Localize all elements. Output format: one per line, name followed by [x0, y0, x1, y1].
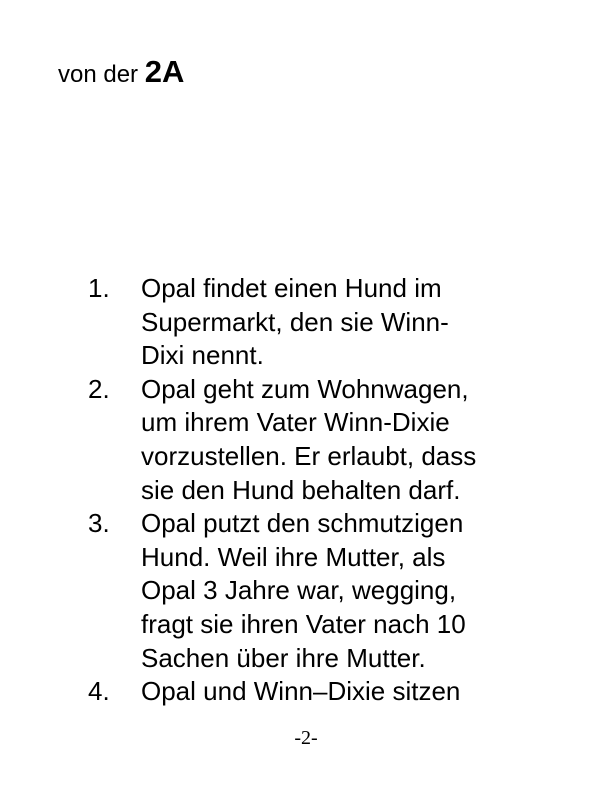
list-item-line: Opal und Winn–Dixie sitzen	[141, 676, 461, 707]
list-item-number: 4.	[88, 676, 110, 707]
list-item-line: Opal findet einen Hund im	[141, 273, 442, 303]
list-item-line: Opal 3 Jahre war, wegging,	[141, 575, 457, 606]
list-item-line: um ihrem Vater Winn-Dixie	[141, 407, 450, 438]
summary-list	[88, 272, 568, 709]
list-item	[88, 272, 568, 373]
list-item-line: Supermarkt, den sie Winn-	[141, 306, 449, 337]
list-item-line: vorzustellen. Er erlaubt, dass	[141, 440, 477, 471]
header-prefix: von der	[58, 61, 139, 88]
list-item-line: Opal putzt den schmutzigen	[141, 508, 464, 539]
list-item-number: 2.	[88, 373, 110, 404]
page-header	[58, 54, 185, 90]
list-item-line: Dixi nennt.	[141, 340, 264, 371]
list-item-line: fragt sie ihren Vater nach 10	[141, 608, 466, 639]
list-item	[88, 373, 568, 507]
list-item	[88, 675, 568, 709]
list-item-number: 1.	[88, 273, 110, 303]
class-name: 2A	[144, 54, 185, 89]
list-item-line: Hund. Weil ihre Mutter, als	[141, 541, 446, 572]
list-item-line: Opal geht zum Wohnwagen,	[141, 373, 469, 404]
page-number: -2-	[294, 727, 318, 749]
list-item-line: Sachen über ihre Mutter.	[141, 642, 426, 673]
list-item	[88, 507, 568, 675]
list-item-line: sie den Hund behalten darf.	[141, 474, 461, 505]
list-item-number: 3.	[88, 508, 110, 539]
